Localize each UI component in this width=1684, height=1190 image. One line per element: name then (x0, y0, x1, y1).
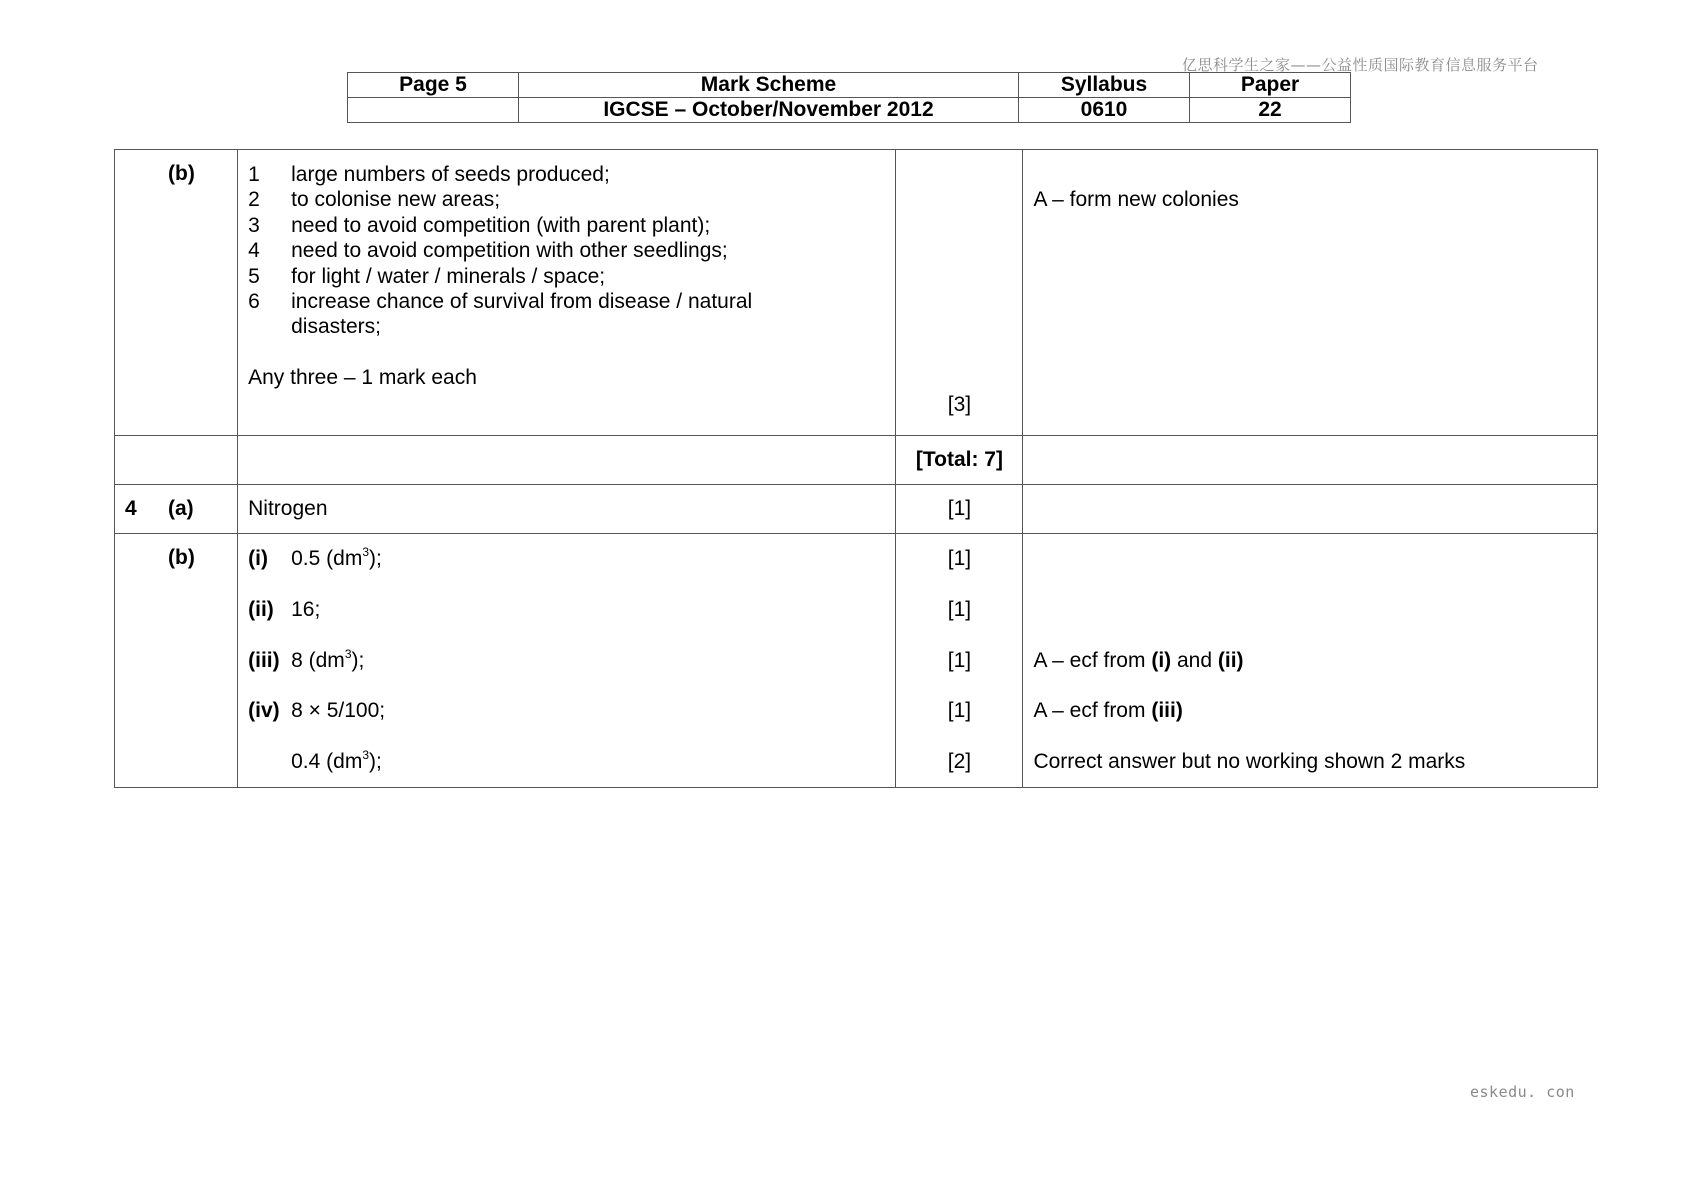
list-item: 3 need to avoid competition (with parent plant); (248, 213, 711, 237)
guidance-iii: A – ecf from (i) and (ii) (1033, 648, 1244, 672)
question-cell (115, 534, 238, 788)
header-page: Page 5 (348, 73, 519, 98)
guidance-iv: A – ecf from (iii) (1033, 699, 1183, 723)
sub-answer-final: 0.4 $(dm^3)$; (291, 748, 382, 774)
list-item: 4 need to avoid competition with other seedlings; (248, 239, 728, 263)
guidance-final: Correct answer but no working shown 2 marks (1033, 750, 1466, 774)
question-number: 4 (125, 497, 137, 520)
answer-cell (238, 150, 896, 436)
sub-answer-iv: (iv) 8 × 5/100; (248, 699, 386, 723)
part-label: (b) (168, 162, 195, 185)
part-label: (b) (168, 546, 195, 569)
header-syllabus-code: 0610 (1019, 98, 1190, 123)
header-empty-cell (348, 98, 519, 123)
table-row (115, 150, 1598, 436)
list-item: 2 to colonise new areas; (248, 188, 501, 212)
header-syllabus-label: Syllabus (1019, 73, 1190, 98)
header-paper-number: 22 (1190, 98, 1351, 123)
table-row (115, 485, 1598, 534)
footer-watermark: eskedu. con (1470, 1083, 1575, 1101)
header-paper-label: Paper (1190, 73, 1351, 98)
guidance-cell: A – form new colonies (1023, 150, 1598, 436)
question-cell (115, 485, 238, 534)
mark-scheme-table (114, 149, 1598, 788)
list-item: 5 for light / water / minerals / space; (248, 264, 606, 288)
question-cell (115, 150, 238, 436)
guidance-cell (1023, 534, 1598, 788)
sub-answer-iii: (iii) 8 $(dm^3)$; (248, 646, 365, 672)
watermark-text: 亿思科学生之家——公益性质国际教育信息服务平台 (1182, 56, 1539, 74)
header-table (347, 72, 1351, 123)
total-mark: [Total: 7] (896, 436, 1023, 485)
header-exam: IGCSE – October/November 2012 (519, 98, 1019, 123)
any-three-note: Any three – 1 mark each (248, 366, 477, 390)
list-item: 1 large numbers of seeds produced; (248, 163, 610, 186)
list-item-continuation: disasters; (291, 315, 381, 339)
mark-cell: [1] [1] [1] [1] [2] (896, 534, 1023, 788)
sub-answer-i: (i) 0.5 $(dm^3)$; (248, 545, 382, 570)
table-row (115, 436, 1598, 485)
sub-answer-ii: (ii) 16; (248, 597, 321, 621)
table-row (115, 534, 1598, 788)
answer-cell (238, 534, 896, 788)
list-item: 6 increase chance of survival from disease / natural (248, 289, 753, 313)
part-label: (a) (168, 497, 194, 520)
mark-cell: [3] (896, 150, 1023, 436)
mark-cell: [1] (896, 485, 1023, 534)
header-title: Mark Scheme (519, 73, 1019, 98)
answer-cell: Nitrogen (238, 485, 896, 534)
